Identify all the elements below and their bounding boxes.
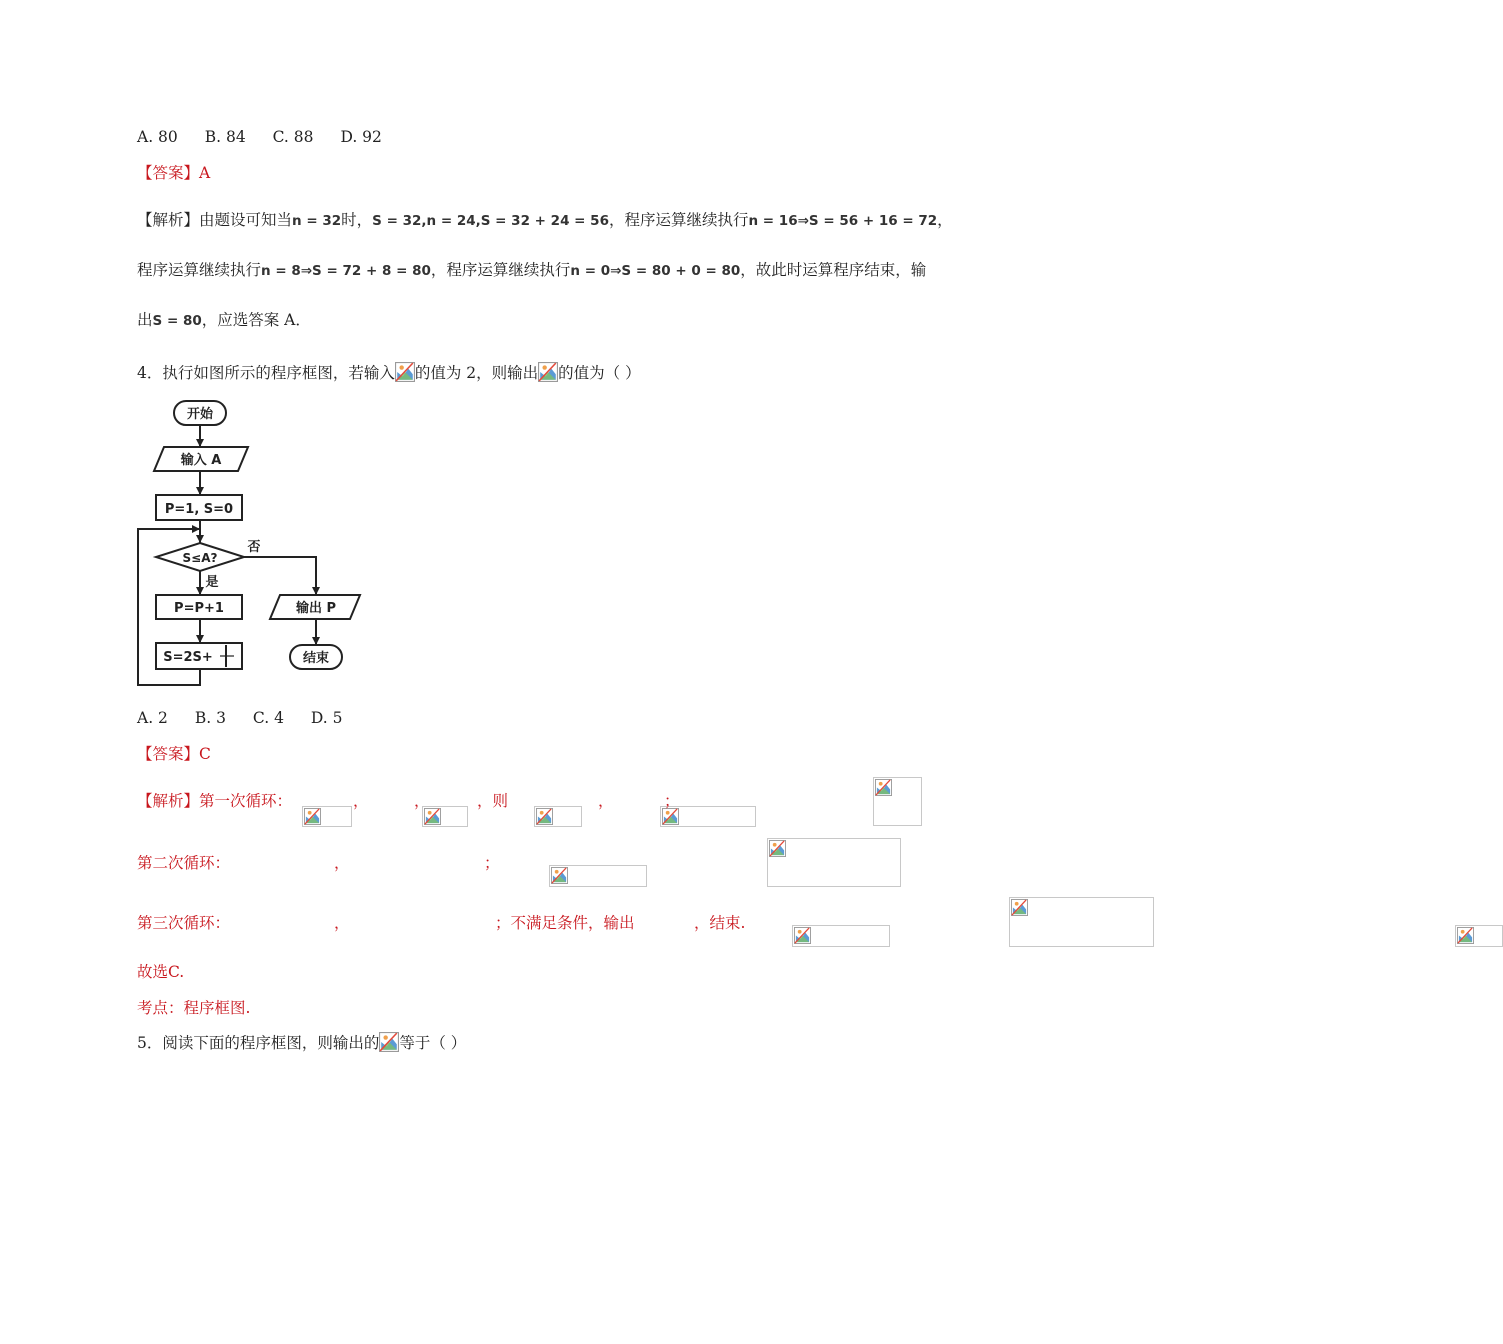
analysis-tag: 【解析】 [137, 211, 200, 229]
text: ，应选答案 A． [201, 311, 311, 329]
broken-image-icon [1011, 899, 1028, 916]
formula: n = 16⇒S = 56 + 16 = 72 [748, 213, 938, 229]
broken-image [1009, 897, 1154, 947]
q3-option-c: C. 88 [272, 128, 314, 146]
separator: ， [353, 792, 369, 810]
q3-answer [137, 163, 210, 183]
broken-image-icon [551, 867, 568, 884]
text: ；不满足条件，输出 [495, 914, 635, 932]
broken-image-icon [769, 840, 786, 857]
text: 第一次循环： [199, 792, 293, 810]
broken-image-icon [1457, 927, 1474, 944]
loop3-end: ，结束. [694, 914, 746, 932]
formula: n = 32 [292, 213, 342, 229]
broken-image-icon [304, 808, 321, 825]
broken-image [534, 806, 582, 827]
text: 4．执行如图所示的程序框图，若输入 [137, 364, 395, 382]
flow-start-label: 开始 [186, 407, 214, 422]
flow-cond-label: S≤A? [182, 551, 218, 565]
answer-value: A [199, 164, 211, 182]
q3-analysis-line3 [137, 310, 311, 331]
broken-image [302, 806, 352, 827]
flow-no-label: 否 [247, 540, 261, 555]
broken-image [1455, 925, 1503, 947]
formula: n = 0⇒S = 80 + 0 = 80 [570, 263, 741, 279]
text: 出 [137, 311, 153, 329]
broken-image-icon [794, 927, 811, 944]
separator: ； [664, 792, 680, 810]
separator: ， [414, 792, 430, 810]
analysis-tag: 【解析】 [137, 792, 200, 810]
separator: ，则 [477, 792, 509, 810]
q4-option-c: C. 4 [252, 709, 284, 727]
q4-options [137, 708, 364, 728]
flow-step2-label: S=2S+ [163, 650, 213, 665]
broken-image-icon [538, 362, 558, 382]
flow-yes-label: 是 [205, 575, 219, 590]
q4-option-b: B. 3 [194, 709, 226, 727]
broken-image [767, 838, 901, 887]
broken-image-icon [379, 1032, 399, 1052]
text: ，程序运算继续执行 [608, 211, 749, 229]
q4-answer [137, 744, 211, 764]
text: 的值为 2，则输出 [414, 364, 539, 382]
q4-kaodian: 考点：程序框图. [137, 999, 251, 1017]
answer-value: C [199, 745, 211, 763]
formula: n = 8⇒S = 72 + 8 = 80 [261, 263, 431, 279]
flowchart [130, 395, 380, 695]
q4-choose: 故选C. [137, 963, 185, 981]
answer-tag: 【答案】 [137, 164, 200, 182]
flow-init-label: P=1, S=0 [164, 502, 234, 517]
q3-analysis-line1 [137, 210, 953, 231]
q4-option-a: A. 2 [137, 709, 168, 727]
q4-stem [137, 362, 641, 383]
loop3-tail [495, 913, 635, 933]
separator: ， [334, 914, 350, 932]
formula: S = 32,n = 24,S = 32 + 24 = 56 [372, 213, 609, 229]
flow-input-label: 输入 A [180, 453, 222, 468]
text: ，程序运算继续执行 [430, 261, 571, 279]
broken-image [549, 865, 647, 887]
broken-image-icon [536, 808, 553, 825]
text: 5．阅读下面的程序框图，则输出的 [137, 1034, 380, 1052]
text: 等于（ ） [399, 1034, 467, 1052]
q5-stem [137, 1032, 466, 1053]
text: 的值为（ ） [558, 364, 641, 382]
flow-step1-label: P=P+1 [174, 601, 224, 616]
text: 时， [341, 211, 373, 229]
q3-option-b: B. 84 [204, 128, 246, 146]
q4-option-d: D. 5 [310, 709, 343, 727]
answer-tag: 【答案】 [137, 745, 200, 763]
broken-image [873, 777, 922, 826]
q3-analysis-line2 [137, 260, 926, 281]
text: ，故此时运算程序结束，输 [740, 261, 927, 279]
broken-image [792, 925, 890, 947]
q4-analysis-loop1-label [137, 791, 292, 811]
q4-analysis-loop2-label: 第二次循环： [137, 854, 231, 872]
flow-end-label: 结束 [302, 651, 330, 666]
flow-output-label: 输出 P [295, 601, 337, 616]
q3-options [137, 127, 404, 147]
separator: ； [484, 854, 500, 872]
separator: ， [598, 792, 614, 810]
text: ， [937, 211, 953, 229]
q3-option-a: A. 80 [137, 128, 178, 146]
text: 由题设可知当 [199, 211, 293, 229]
q3-option-d: D. 92 [340, 128, 382, 146]
q4-analysis-loop3-label: 第三次循环： [137, 914, 231, 932]
broken-image-icon [875, 779, 892, 796]
broken-image-icon [395, 362, 415, 382]
separator: ， [334, 854, 350, 872]
formula: S = 80 [152, 313, 202, 329]
text: 程序运算继续执行 [137, 261, 262, 279]
